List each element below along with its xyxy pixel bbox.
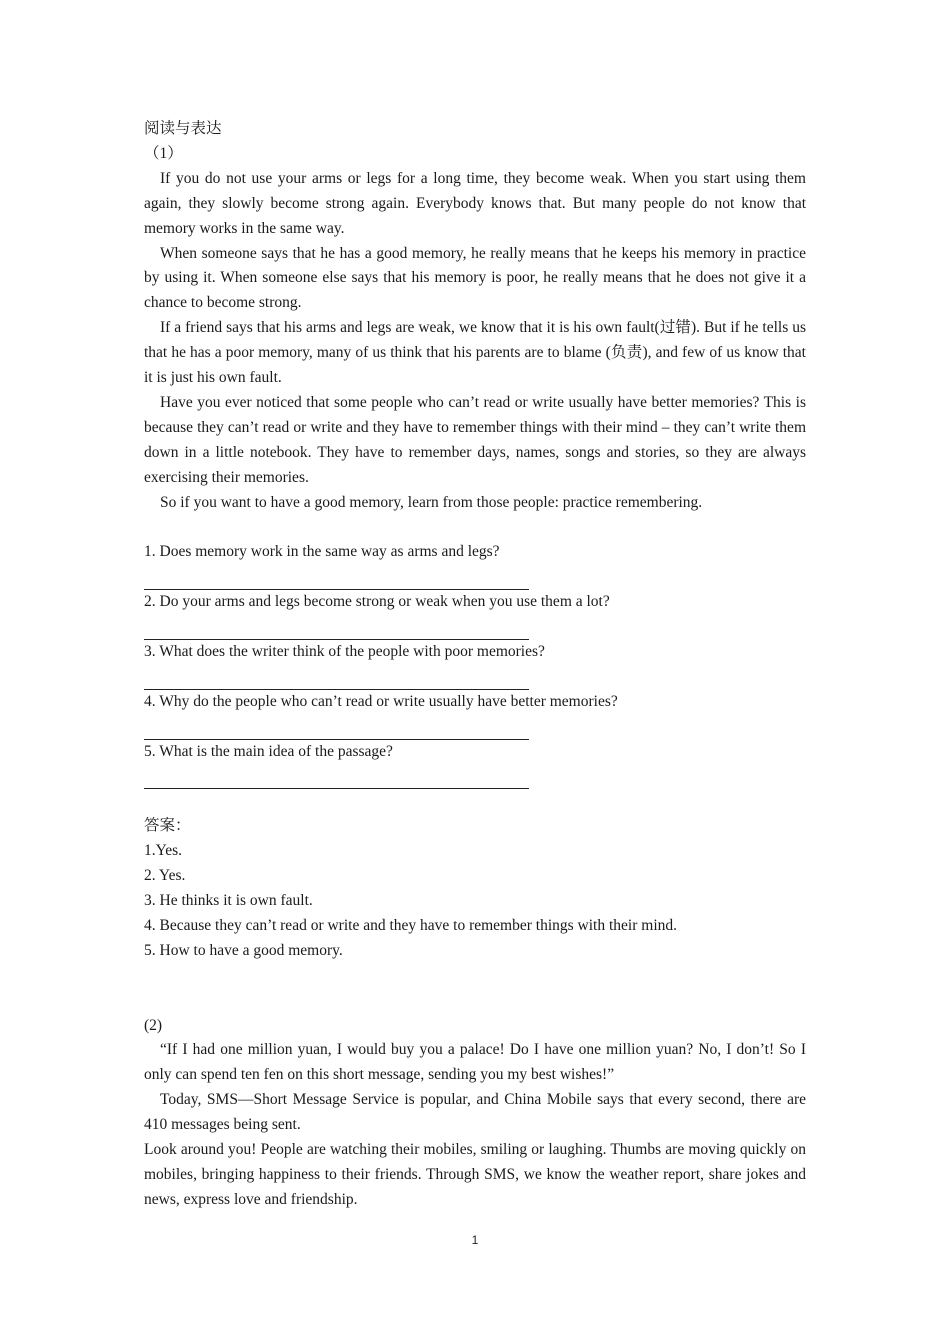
question-5: 5. What is the main idea of the passage? xyxy=(144,742,393,760)
answer-5: 5. How to have a good memory. xyxy=(144,941,343,959)
passage-2-paragraph-1: “If I had one million yuan, I would buy you a palace! Do I have one million yuan? No, I don’t! So I only can spend ten fen on this short message, sending you my best wishes!” xyxy=(144,1041,806,1084)
section-1-label: （1） xyxy=(144,144,183,162)
answer-blank-5[interactable] xyxy=(144,764,529,789)
question-1: 1. Does memory work in the same way as arms and legs? xyxy=(144,543,500,561)
passage-1-paragraph-4: Have you ever noticed that some people who can’t read or write usually have better memories? This is because they can’t read or write and they have to remember things with their mind – they can’t write them down in a little notebook. They have to remember days, names, songs and stories, so they are always exercising their memories. xyxy=(144,393,806,486)
question-4: 4. Why do the people who can’t read or write usually have better memories? xyxy=(144,692,618,710)
question-3: 3. What does the writer think of the people with poor memories? xyxy=(144,642,545,660)
answer-blank-3[interactable] xyxy=(144,665,529,690)
answer-4: 4. Because they can’t read or write and they have to remember things with their mind. xyxy=(144,916,678,934)
answer-blank-1[interactable] xyxy=(144,565,529,590)
answer-3: 3. He thinks it is own fault. xyxy=(144,891,313,909)
answer-blank-2[interactable] xyxy=(144,615,529,640)
passage-1-paragraph-3: If a friend says that his arms and legs are weak, we know that it is his own fault(过错). But if he tells us that he has a poor memory, many of us think that his parents are to blame (负责), and few of us know that it is just his own fault. xyxy=(144,319,806,387)
passage-2-paragraph-3: Look around you! People are watching their mobiles, smiling or laughing. Thumbs are moving quickly on mobiles, bringing happiness to their friends. Through SMS, we know the weather report, share jokes and news, express love and friendship. xyxy=(144,1141,806,1208)
answers-label: 答案： xyxy=(144,817,191,835)
spacer xyxy=(144,964,806,1014)
section-2-label: (2) xyxy=(144,1016,163,1034)
document-body xyxy=(144,117,806,1213)
answer-1: 1.Yes. xyxy=(144,842,183,860)
passage-1-paragraph-1: If you do not use your arms or legs for a long time, they become weak. When you start using them again, they slowly become strong again. Everybody knows that. But many people do not know that memory works in the same way. xyxy=(144,169,806,237)
answer-blank-4[interactable] xyxy=(144,715,529,740)
answer-2: 2. Yes. xyxy=(144,867,186,885)
question-2: 2. Do your arms and legs become strong or weak when you use them a lot? xyxy=(144,593,610,611)
passage-1-paragraph-5: So if you want to have a good memory, learn from those people: practice remembering. xyxy=(160,493,703,511)
passage-2-paragraph-2: Today, SMS—Short Message Service is popular, and China Mobile says that every second, there are 410 messages being sent. xyxy=(144,1091,806,1134)
document-title: 阅读与表达 xyxy=(144,120,222,137)
spacer xyxy=(144,516,806,541)
spacer xyxy=(144,789,806,814)
page-number: 1 xyxy=(471,1233,479,1247)
passage-1-paragraph-2: When someone says that he has a good memory, he really means that he keeps his memory in practice by using it. When someone else says that his memory is poor, he really means that he does not give it a chance to become strong. xyxy=(144,244,806,312)
